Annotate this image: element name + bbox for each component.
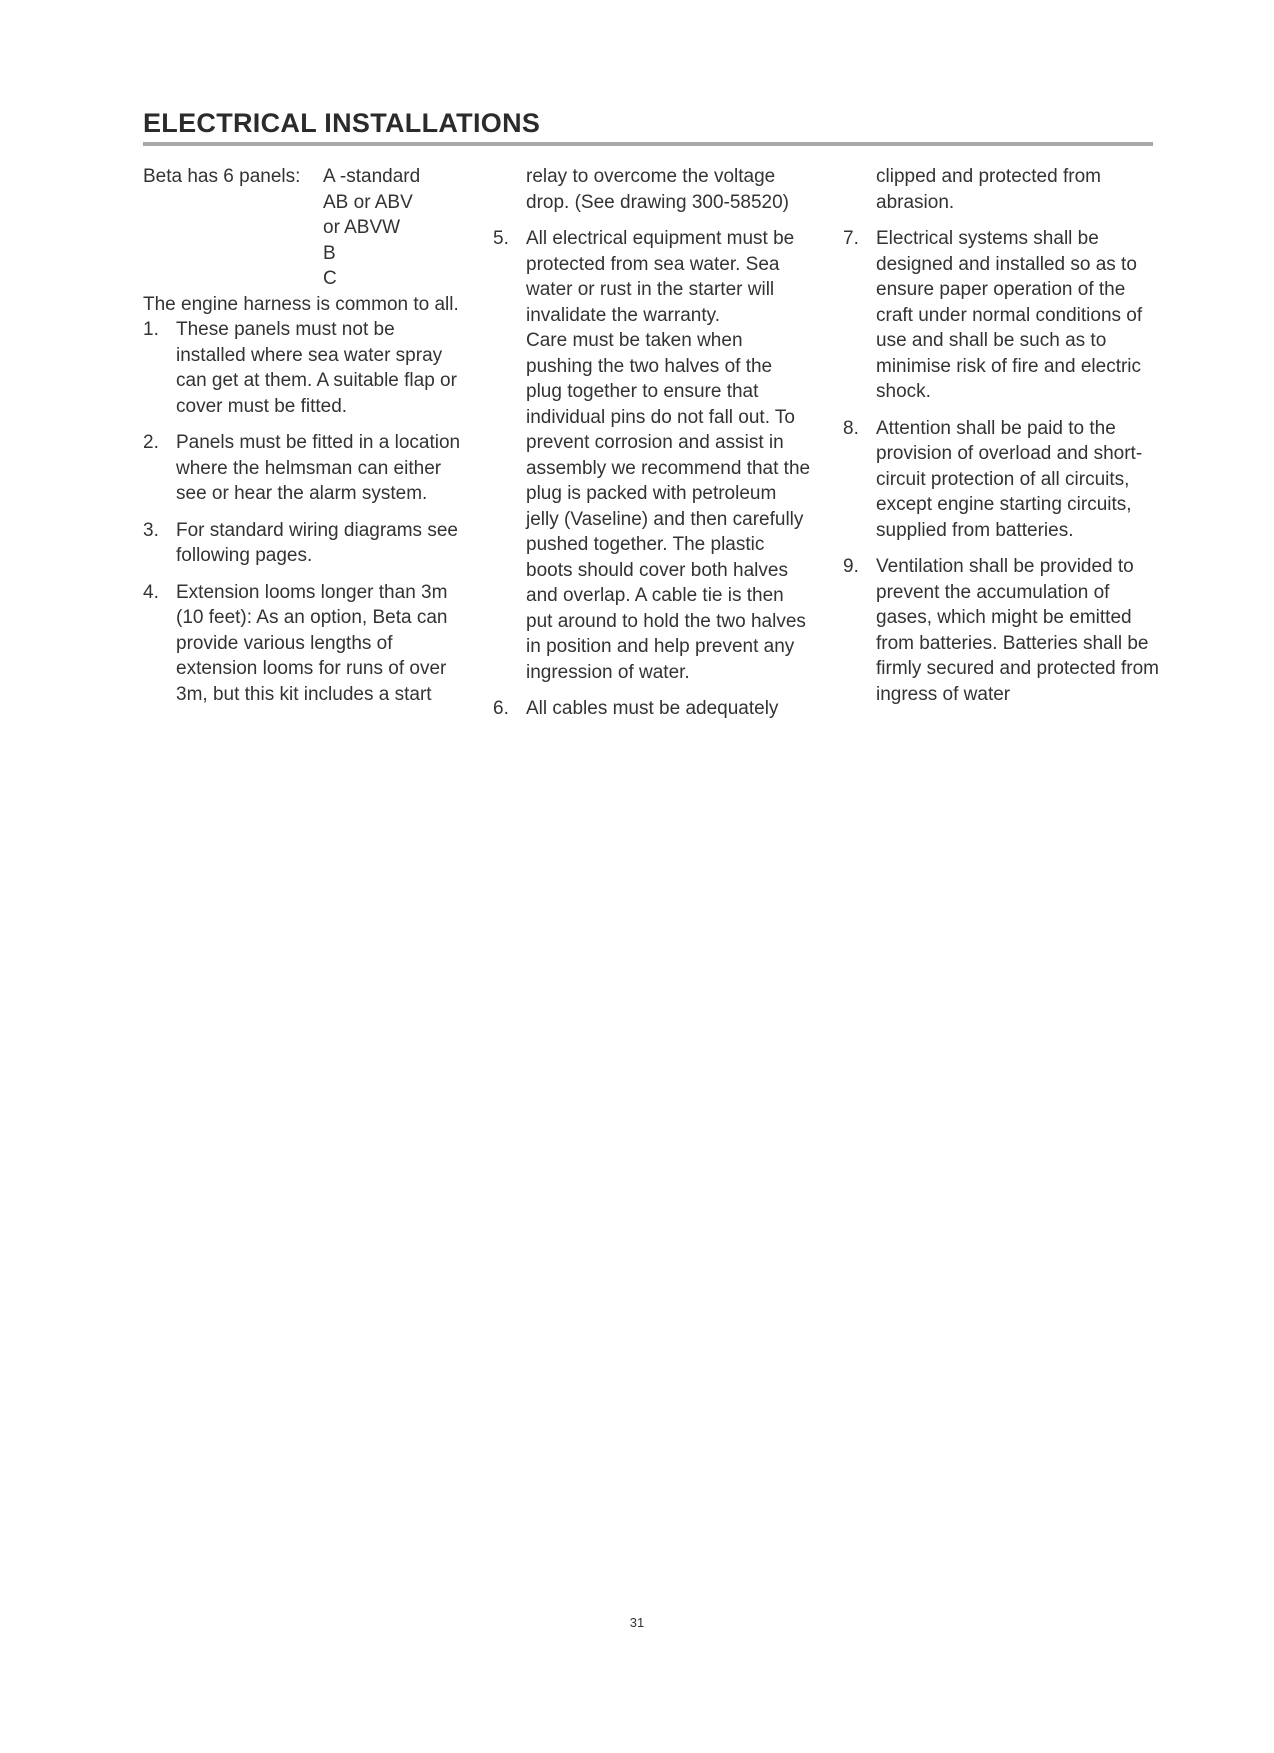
harness-note: The engine harness is common to all. — [143, 293, 459, 315]
item-text: Electrical systems shall be designed and installed so as to ensure paper operation of the craft under normal conditions of use and shall be such as to minimise risk of fire and electric shock. — [876, 228, 1143, 402]
column-2 — [493, 164, 813, 722]
list-item-3 — [143, 518, 463, 569]
list-item-6 — [493, 696, 813, 722]
list-item-2 — [143, 430, 463, 507]
item-text: Extension looms longer than 3m (10 feet): As an option, Beta can provide various lengths of extension looms for runs of over 3m, but this kit includes a start — [176, 581, 448, 705]
item-text-block — [526, 226, 813, 685]
panels-label: Beta has 6 panels: — [143, 166, 301, 187]
item-number: 9. — [843, 556, 859, 577]
item-text: Panels must be fitted in a location where the helmsman can either see or hear the alarm system. — [176, 432, 461, 504]
item-text: Ventilation shall be provided to prevent the accumulation of gases, which might be emitted from batteries. Batteries shall be firmly secured and protected from ingress of water — [876, 556, 1160, 705]
item-text: For standard wiring diagrams see following pages. — [176, 519, 458, 566]
item-text: Care must be taken when pushing the two halves of the plug together to ensure that individual pins do not fall out. To prevent corrosion and assist in assembly we recommend that the plug is packed with petroleum jelly (Vaseline) and then carefully pushed together. The plastic boots should cover both halves and overlap. A cable tie is then put around to hold the two halves in position and help prevent any ingression of water. — [526, 330, 811, 683]
panels-list — [323, 164, 420, 292]
item-number: 1. — [143, 319, 159, 340]
item-number: 4. — [143, 581, 159, 603]
item-number: 3. — [143, 519, 159, 541]
list-item-5 — [493, 226, 813, 685]
panel-type: or ABVW — [323, 217, 401, 238]
item-number: 8. — [843, 417, 859, 439]
list-item-4-continuation: relay to overcome the voltage drop. (See drawing 300-58520) — [526, 166, 790, 213]
page-title: ELECTRICAL INSTALLATIONS — [143, 108, 541, 138]
panels-intro — [143, 164, 463, 292]
panel-type: AB or ABV — [323, 191, 413, 213]
title-divider — [143, 142, 1153, 146]
item-text: All cables must be adequately — [526, 698, 779, 719]
item-number: 2. — [143, 432, 159, 453]
panel-type: A -standard — [323, 166, 421, 187]
column-1 — [143, 164, 463, 707]
item-number: 5. — [493, 228, 509, 249]
item-number: 7. — [843, 228, 859, 249]
list-item-7 — [843, 226, 1163, 405]
list-item-9 — [843, 554, 1163, 707]
page-number: 31 — [629, 1615, 645, 1630]
panel-type: B — [323, 242, 336, 264]
list-item-1 — [143, 317, 463, 419]
list-item-4 — [143, 580, 463, 708]
item-text: These panels must not be installed where sea water spray can get at them. A suitable flap or cover must be fitted. — [176, 319, 457, 417]
column-3 — [843, 164, 1163, 718]
list-item-8 — [843, 416, 1163, 544]
item-text: Attention shall be paid to the provision of overload and short-circuit protection of all circuits, except engine starting circuits, supplied from batteries. — [876, 417, 1143, 541]
list-item-6-continuation: clipped and protected from abrasion. — [876, 166, 1101, 213]
item-text: All electrical equipment must be protected from sea water. Sea water or rust in the starter will invalidate the warranty. — [526, 228, 795, 326]
panel-type: C — [323, 268, 337, 289]
item-number: 6. — [493, 698, 509, 719]
